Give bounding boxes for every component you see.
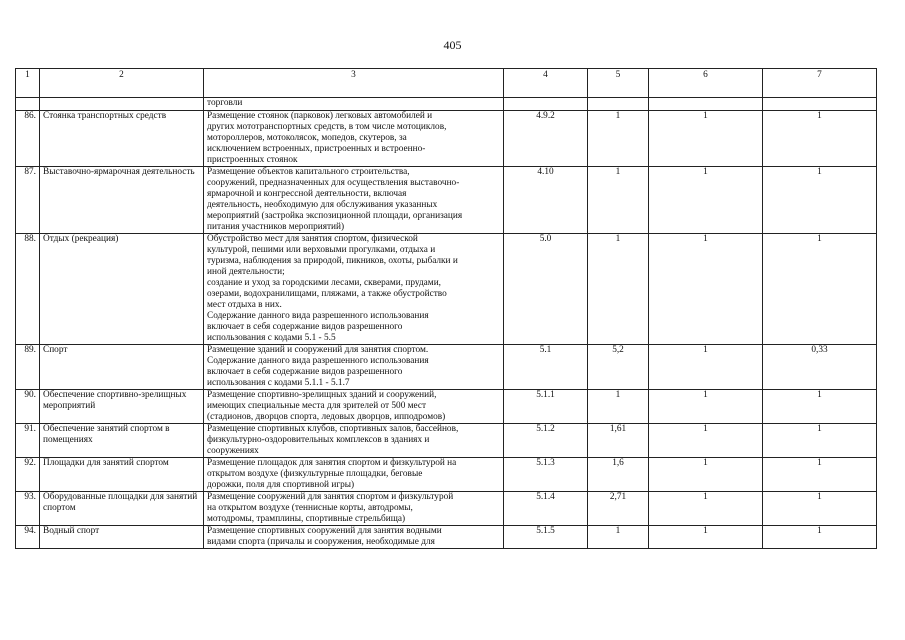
column-header: 5 xyxy=(588,69,649,98)
use-code xyxy=(504,98,588,111)
table-row xyxy=(16,111,877,167)
coef-col7: 0,33 xyxy=(763,345,877,390)
use-name: Оборудованные площадки для занятий спортом xyxy=(40,492,204,526)
use-code: 4.10 xyxy=(504,167,588,234)
table-body xyxy=(16,98,877,549)
table-row xyxy=(16,492,877,526)
coef-col6: 1 xyxy=(649,167,763,234)
use-name: Спорт xyxy=(40,345,204,390)
use-description: Размещение сооружений для занятия спортом и физкультурой на открытом воздухе (теннисные корты, автодромы, мотодромы, трамплины, спортивные стрельбища) xyxy=(204,492,504,526)
use-description: Размещение стоянок (парковок) легковых автомобилей и других мототранспортных средств, в том числе мотоциклов, мотороллеров, мотоколясок, мопедов, скутеров, за исключением встроенных, пристроенных и встроенно- пристроенных стоянок xyxy=(204,111,504,167)
coef-col7: 1 xyxy=(763,234,877,345)
use-name: Обеспечение занятий спортом в помещениях xyxy=(40,424,204,458)
coef-col6: 1 xyxy=(649,390,763,424)
table-row xyxy=(16,234,877,345)
coef-col7: 1 xyxy=(763,167,877,234)
coef-col5: 1 xyxy=(588,111,649,167)
coef-col7 xyxy=(763,98,877,111)
coef-col5 xyxy=(588,98,649,111)
use-name: Отдых (рекреация) xyxy=(40,234,204,345)
coef-col7: 1 xyxy=(763,390,877,424)
table-row xyxy=(16,167,877,234)
coef-col5: 5,2 xyxy=(588,345,649,390)
use-description: Обустройство мест для занятия спортом, физической культурой, пешими или верховыми прогулками, отдыха и туризма, наблюдения за природой, пикников, охоты, рыбалки и иной деятельности; создание и уход за городскими лесами, скверами, прудами, озерами, водохранилищами, пляжами, а также обустройство мест отдыха в них. Содержание данного вида разрешенного использования включает в себя содержание видов разрешенного использования с кодами 5.1 - 5.5 xyxy=(204,234,504,345)
coef-col7: 1 xyxy=(763,526,877,549)
row-number: 93. xyxy=(16,492,40,526)
column-header: 4 xyxy=(504,69,588,98)
coef-col6: 1 xyxy=(649,345,763,390)
row-number: 89. xyxy=(16,345,40,390)
land-use-table xyxy=(15,68,877,549)
column-header: 3 xyxy=(204,69,504,98)
row-number: 87. xyxy=(16,167,40,234)
column-header: 2 xyxy=(40,69,204,98)
table-row xyxy=(16,345,877,390)
use-description: Размещение спортивных клубов, спортивных залов, бассейнов, физкультурно-оздоровительных комплексов в зданиях и сооружениях xyxy=(204,424,504,458)
use-description: Размещение площадок для занятия спортом и физкультурой на открытом воздухе (физкультурные площадки, беговые дорожки, поля для спортивной игры) xyxy=(204,458,504,492)
use-name: Обеспечение спортивно-зрелищных мероприятий xyxy=(40,390,204,424)
use-name: Площадки для занятий спортом xyxy=(40,458,204,492)
coef-col5: 1 xyxy=(588,526,649,549)
use-code: 5.1.5 xyxy=(504,526,588,549)
use-code: 5.1.2 xyxy=(504,424,588,458)
use-code: 4.9.2 xyxy=(504,111,588,167)
coef-col5: 1 xyxy=(588,167,649,234)
column-header: 6 xyxy=(649,69,763,98)
column-header: 7 xyxy=(763,69,877,98)
table-row-continuation xyxy=(16,98,877,111)
coef-col7: 1 xyxy=(763,492,877,526)
coef-col7: 1 xyxy=(763,111,877,167)
table-row xyxy=(16,526,877,549)
use-description: торговли xyxy=(204,98,504,111)
use-code: 5.1.4 xyxy=(504,492,588,526)
use-description: Размещение спортивных сооружений для занятия водными видами спорта (причалы и сооружения, необходимые для xyxy=(204,526,504,549)
header-row xyxy=(16,69,877,98)
table-header xyxy=(16,69,877,98)
coef-col6: 1 xyxy=(649,234,763,345)
coef-col6: 1 xyxy=(649,492,763,526)
use-name: Водный спорт xyxy=(40,526,204,549)
use-description: Размещение спортивно-зрелищных зданий и сооружений, имеющих специальные места для зрителей от 500 мест (стадионов, дворцов спорта, ледовых дворцов, ипподромов) xyxy=(204,390,504,424)
coef-col5: 1 xyxy=(588,234,649,345)
coef-col5: 1,6 xyxy=(588,458,649,492)
coef-col5: 1,61 xyxy=(588,424,649,458)
coef-col6: 1 xyxy=(649,526,763,549)
use-code: 5.1.1 xyxy=(504,390,588,424)
row-number: 86. xyxy=(16,111,40,167)
use-code: 5.1 xyxy=(504,345,588,390)
use-description: Размещение объектов капитального строительства, сооружений, предназначенных для осуществления выставочно- ярмарочной и конгрессной деятельности, включая деятельность, необходимую для обслуживания указанных мероприятий (застройка экспозиционной площади, организация питания участников мероприятий) xyxy=(204,167,504,234)
coef-col5: 1 xyxy=(588,390,649,424)
column-header: 1 xyxy=(16,69,40,98)
row-number: 88. xyxy=(16,234,40,345)
row-number: 91. xyxy=(16,424,40,458)
row-number: 92. xyxy=(16,458,40,492)
table-row xyxy=(16,424,877,458)
coef-col6: 1 xyxy=(649,458,763,492)
use-name: Стоянка транспортных средств xyxy=(40,111,204,167)
row-number xyxy=(16,98,40,111)
table-row xyxy=(16,458,877,492)
coef-col6: 1 xyxy=(649,424,763,458)
use-code: 5.0 xyxy=(504,234,588,345)
coef-col5: 2,71 xyxy=(588,492,649,526)
row-number: 94. xyxy=(16,526,40,549)
use-code: 5.1.3 xyxy=(504,458,588,492)
use-description: Размещение зданий и сооружений для занятия спортом. Содержание данного вида разрешенного использования включает в себя содержание видов разрешенного использования с кодами 5.1.1 - 5.1.7 xyxy=(204,345,504,390)
coef-col7: 1 xyxy=(763,458,877,492)
page-number: 405 xyxy=(443,38,462,52)
use-name: Выставочно-ярмарочная деятельность xyxy=(40,167,204,234)
coef-col7: 1 xyxy=(763,424,877,458)
coef-col6 xyxy=(649,98,763,111)
row-number: 90. xyxy=(16,390,40,424)
use-name xyxy=(40,98,204,111)
table-row xyxy=(16,390,877,424)
coef-col6: 1 xyxy=(649,111,763,167)
